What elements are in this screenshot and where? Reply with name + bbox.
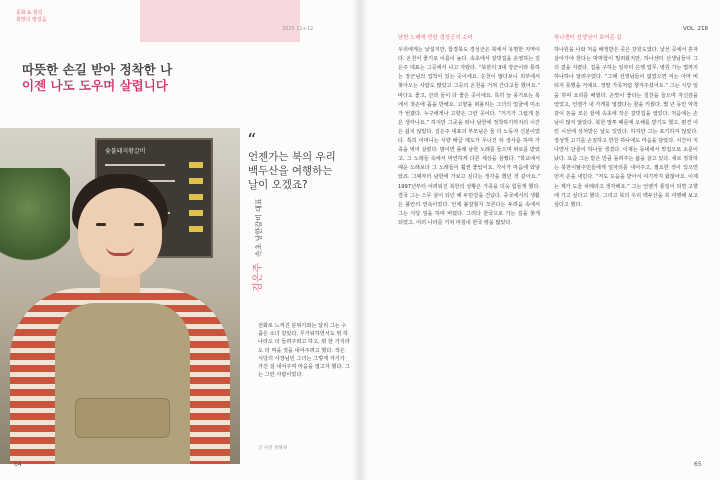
subject-role: 속초 남한갈비 대표 bbox=[255, 198, 263, 258]
menu-board-title: 숯불돼지왕갈비 bbox=[105, 148, 146, 155]
volume-label: VOL. 218 bbox=[683, 26, 709, 32]
page-gutter bbox=[352, 0, 368, 480]
header-color-block bbox=[140, 0, 300, 42]
sidebar-credit: 글 사진 정해경 bbox=[258, 446, 287, 451]
section-label bbox=[16, 10, 47, 24]
menu-price bbox=[189, 210, 203, 216]
page-number-right: 65 bbox=[694, 461, 702, 468]
column-1-text: 우리에게는 낯설지만, 함경북도 경성군은 북에서 유명한 지역이다. 온천이 좋기로 이름이 높다. 속초에서 갈빗집을 운영하는 김은주 대표는 그곳에서 나고 자랐다. “북한의 3대 장군이라 통하는 장군님의 업적이 있는 곳이에요. 온천이 많다보니 외부에서 찾아오는 사람도 많았고 그곳의 온천을 거쳐 간다고들 했어요.” 바다도 좋고, 산과 들이 다 좋은 곳이에요. 특히 늘 풍기로는 북에서 첫손에 꼽을 만해요. 고향을 떠올리는 그녀의 얼굴에 미소가 번졌다. 누구에게나 고향은 그런 곳이다. “거기가 그립게 돈은 생각나요.” 하지만 그곳을 떠나 남한에 정착하기까지의 시간은 쉽지 않았다. 김은주 대표의 부모님은 둘 다 노동자 신분이었다. 특히 어머니는 식량 배급 제도가 무너진 뒤 장사를 하며 가족을 먹여 살렸다. 밤이면 몰래 남한 노래를 들으며 위로를 받았고, 그 노래들 속에서 막연하게 다른 세상을 꿈꿨다. “학교에서 배운 노래보다 그 노래들이 훨씬 좋았어요. 가사가 마음에 와닿았죠. 그때부터 남한에 가보고 싶다는 생각을 했던 것 같아요.” 1997년부터 어려워진 북한의 상황은 가족을 더욱 힘들게 했다. 결국 그는 스무 살이 되던 해 두만강을 건넜다. 중국에서의 생활은 불안의 연속이었다. 언제 붙잡힐지 모른다는 두려움 속에서 그는 식당 일을 하며 버텼다. 그러다 한국으로 가는 길을 찾게 되었고, 여러 나라를 거쳐 마침내 한국 땅을 밟았다. bbox=[398, 47, 540, 226]
right-page bbox=[360, 0, 720, 480]
column-1-heading: 남한 노래에 반한 경성군의 소녀 bbox=[398, 35, 473, 41]
headline-line-2: 이젠 나도 도우며 살렵니다 bbox=[22, 78, 168, 93]
article-column-2 bbox=[554, 34, 698, 210]
issue-date: 2025 11+12 bbox=[282, 26, 314, 32]
sidebar-text: 전화로 느껴진 분위기와는 달리 그는 수줍은 소녀 같았다. 무거워하면서도 뭐 하나라도 더 들려주려고 하고, 뭐 한 가지라도 더 먹을 것을 내어주려고 했다. 작은 식당의 사장님인 그녀는 그렇게 자기가 가진 걸 내어주며 마음을 열고자 했다. 그는 그런 사람이었다. bbox=[258, 323, 350, 379]
portrait-photo bbox=[0, 128, 240, 464]
menu-price bbox=[189, 178, 203, 184]
plant-decoration bbox=[0, 168, 70, 268]
section-line-1: 문화 & 힐링 bbox=[16, 10, 43, 16]
menu-line bbox=[105, 164, 165, 166]
menu-price bbox=[189, 226, 203, 232]
headline-line-1: 따뜻한 손길 받아 정착한 나 bbox=[22, 62, 173, 77]
pull-quote: 언젠가는 북의 우리 백두산을 여행하는 날이 오겠죠? bbox=[248, 151, 336, 191]
menu-price bbox=[189, 162, 203, 168]
menu-price bbox=[189, 194, 203, 200]
right-eye bbox=[134, 223, 144, 226]
column-2-heading: 하나센터 선생님이 보여준 길 bbox=[554, 35, 622, 41]
apron bbox=[55, 303, 190, 464]
headline bbox=[22, 62, 172, 94]
subject-name: 김은주 bbox=[253, 263, 264, 292]
article-column-1 bbox=[398, 34, 540, 228]
quote-mark-icon: “ bbox=[247, 130, 257, 151]
page-number-left: 64 bbox=[14, 461, 22, 468]
left-eye bbox=[96, 223, 106, 226]
section-line-2: 희망의 발걸음 bbox=[16, 17, 47, 23]
apron-pocket bbox=[75, 398, 170, 438]
face bbox=[78, 188, 162, 278]
subject-name-block bbox=[246, 198, 265, 292]
column-2-text: 하나원을 나와 처음 배정받은 곳은 강원도였다. 낯선 곳에서 혼자 살아가야 한다는 막막함이 밀려왔지만, 하나센터 선생님들이 그의 곁을 지켰다. 집을 구하는 일부터 은행 업무, 병원 가는 법까지 하나하나 알려주었다. “그때 선생님들이 없었으면 저는 아마 버티지 못했을 거예요. 정말 가족처럼 챙겨주셨어요.” 그는 식당 일을 하며 요리를 배웠다. 손맛이 좋다는 칭찬을 들으며 자신감을 얻었고, 언젠가 내 가게를 열겠다는 꿈을 키웠다. 몇 년 동안 악착같이 돈을 모은 끝에 속초에 작은 갈빗집을 열었다. 처음에는 손님이 많지 않았다. 북한 말투 때문에 오해를 받기도 했고, 편견 어린 시선에 상처받은 날도 있었다. 하지만 그는 포기하지 않았다. 정성껏 고기를 손질하고 반찬 하나에도 마음을 담았다. 시간이 지나면서 단골이 하나둘 생겼다. 이제는 동네에서 맛집으로 소문이 났다. 요즘 그는 받은 만큼 돌려주는 삶을 살고 있다. 새로 정착하는 북한이탈주민들에게 일자리를 내어주고, 필요한 것이 있으면 먼저 손을 내민다. “저도 도움을 받아서 여기까지 왔잖아요. 이제는 제가 도울 차례라고 생각해요.” 그는 언젠가 통일이 되면 고향에 가고 싶다고 했다. 그리고 북의 우리 백두산을 꼭 여행해 보고 싶다고 했다. bbox=[554, 47, 698, 208]
